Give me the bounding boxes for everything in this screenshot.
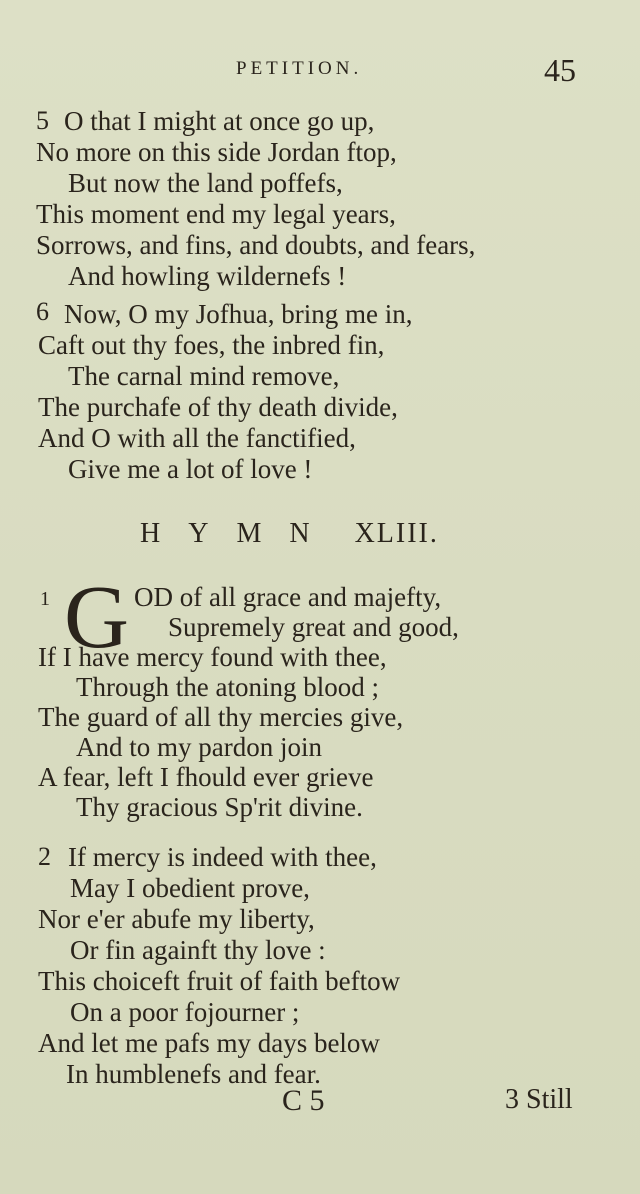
drop-cap: G (64, 568, 129, 667)
verse-line: No more on this side Jordan ftop, (36, 137, 397, 167)
verse-line: Or fin againft thy love : (70, 935, 326, 965)
verse-line: And to my pardon join (76, 732, 322, 762)
verse-line: The guard of all thy mercies give, (38, 702, 404, 732)
verse-line: This moment end my legal years, (36, 199, 396, 229)
verse-line: Thy gracious Sp'rit divine. (76, 792, 363, 822)
verse-line: In humblenefs and fear. (66, 1059, 321, 1089)
stanza-number: 5 (36, 106, 49, 135)
verse-line: If I have mercy found with thee, (38, 642, 387, 672)
verse-line: May I obedient prove, (70, 873, 310, 903)
verse-line: OD of all grace and majefty, (134, 582, 442, 612)
verse-line: This choiceft fruit of faith beftow (38, 966, 401, 996)
verse-line: If mercy is indeed with thee, (68, 842, 377, 872)
verse-line: O that I might at once go up, (64, 106, 375, 136)
stanza-number: 2 (38, 842, 51, 871)
verse-line: Nor e'er abufe my liberty, (38, 904, 315, 934)
verse-line: Sorrows, and fins, and doubts, and fears, (36, 230, 476, 260)
signature-mark: C 5 (282, 1084, 325, 1117)
hymn-title (140, 518, 439, 550)
verse-line: Supremely great and good, (168, 612, 459, 642)
verse-line: A fear, left I fhould ever grieve (38, 762, 374, 792)
running-head: PETITION. (236, 58, 363, 79)
page-number: 45 (544, 52, 576, 88)
verse-line: The purchafe of thy death divide, (38, 392, 398, 422)
verse-line: But now the land poffefs, (68, 168, 343, 198)
page-footer (0, 1084, 640, 1124)
page-header (0, 52, 640, 92)
verse-line: And O with all the fanctified, (38, 423, 356, 453)
verse-line: Now, O my Jofhua, bring me in, (64, 299, 413, 329)
stanza-number: 6 (36, 297, 49, 326)
verse-line: Caft out thy foes, the inbred fin, (38, 330, 385, 360)
verse-line: Through the atoning blood ; (76, 672, 379, 702)
stanza-number: 1 (40, 588, 50, 610)
hymn-title-word: HYMN (140, 518, 338, 549)
hymn-title-numeral: XLIII. (354, 518, 439, 549)
verse-line: And howling wildernefs ! (68, 261, 347, 291)
verse-line: On a poor fojourner ; (70, 997, 300, 1027)
verse-line: And let me pafs my days below (38, 1028, 380, 1058)
catchword: 3 Still (505, 1084, 573, 1115)
verse-line: Give me a lot of love ! (68, 454, 313, 484)
verse-line: The carnal mind remove, (68, 361, 340, 391)
